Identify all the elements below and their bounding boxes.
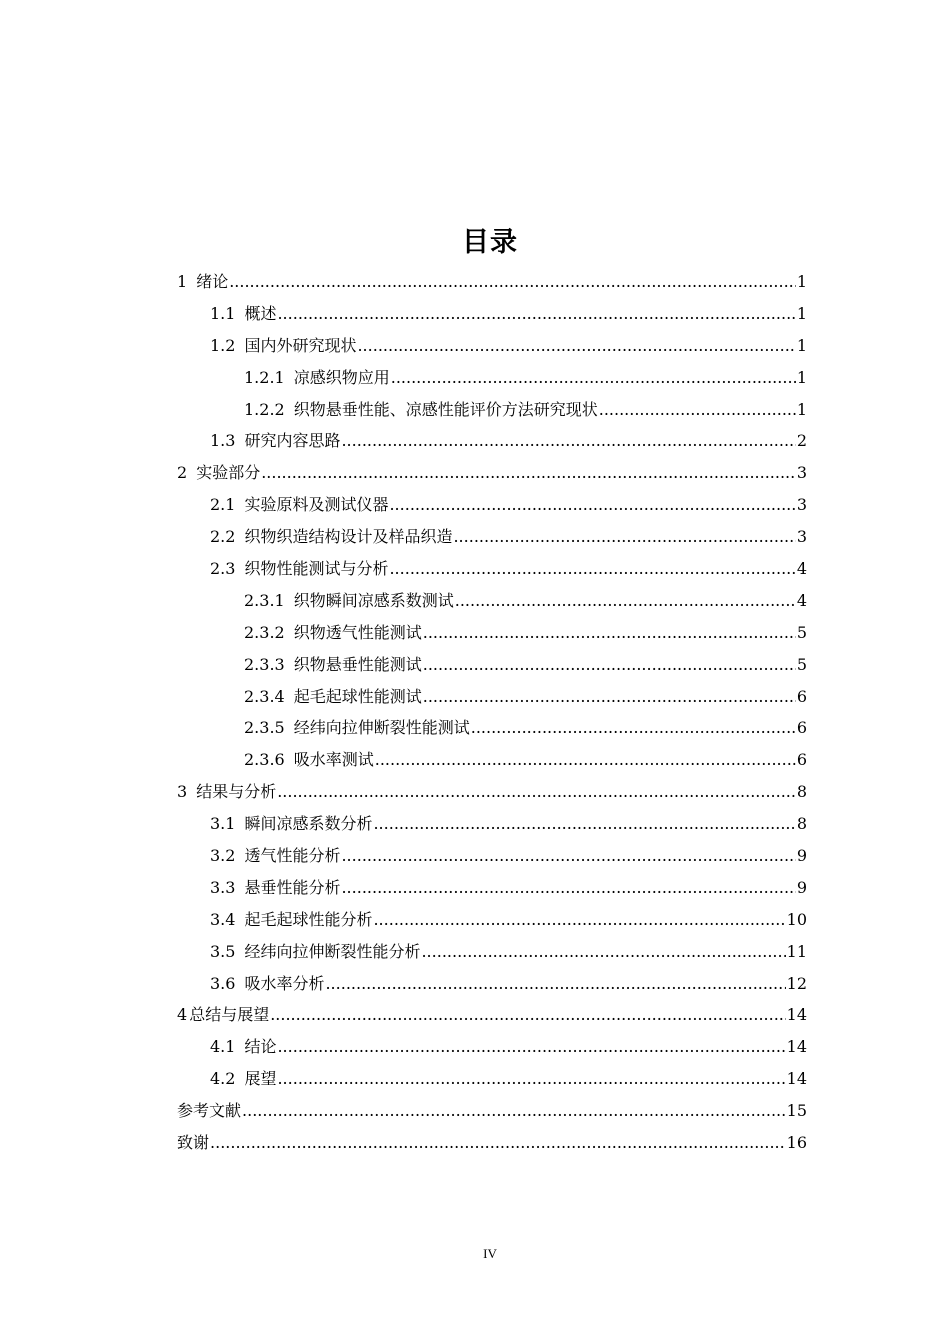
toc-entry-page: 1 [796, 271, 807, 291]
toc-dot-leader [341, 878, 795, 898]
toc-entry-number: 1.1 [210, 303, 236, 323]
toc-entry-page: 4 [796, 558, 807, 578]
toc-entry-page: 1 [796, 367, 807, 387]
toc-entry[interactable] [177, 712, 807, 744]
toc-entry[interactable] [177, 425, 807, 457]
toc-entry-page: 4 [796, 590, 807, 610]
toc-entry[interactable] [177, 872, 807, 904]
toc-entry[interactable] [177, 904, 807, 936]
toc-entry-number: 3 [177, 782, 188, 802]
toc-dot-leader [599, 400, 796, 420]
toc-entry[interactable] [177, 617, 807, 649]
toc-entry-number: 4.2 [210, 1069, 236, 1089]
toc-entry-page: 9 [796, 877, 807, 897]
toc-entry-number: 3.1 [210, 814, 236, 834]
toc-entry-title: 国内外研究现状 [244, 335, 357, 355]
toc-entry-number: 2.3.1 [244, 590, 285, 610]
toc-entry-title: 悬垂性能分析 [244, 877, 341, 897]
toc-entry-number: 3.5 [210, 941, 236, 961]
toc-entry-page: 5 [796, 654, 807, 674]
toc-entry-number: 2.3.6 [244, 750, 285, 770]
toc-entry-number: 1.2.2 [244, 399, 285, 419]
toc-entry[interactable] [177, 394, 807, 426]
toc-entry-page: 6 [796, 686, 807, 706]
toc-entry-page: 11 [786, 941, 807, 961]
toc-entry-title: 透气性能分析 [244, 845, 341, 865]
toc-entry-number: 2 [177, 463, 188, 483]
toc-dot-leader [389, 495, 795, 515]
toc-entry-page: 3 [796, 527, 807, 547]
toc-entry-page: 8 [796, 782, 807, 802]
toc-dot-leader [242, 1101, 786, 1121]
toc-entry[interactable] [177, 649, 807, 681]
toc-entry-title: 织物悬垂性能测试 [293, 654, 422, 674]
toc-dot-leader [389, 559, 795, 579]
toc-entry-page: 10 [786, 909, 807, 929]
toc-entry[interactable] [177, 330, 807, 362]
toc-dot-leader [210, 1133, 786, 1153]
toc-entry[interactable] [177, 1031, 807, 1063]
toc-entry[interactable] [177, 999, 807, 1031]
toc-entry[interactable] [177, 968, 807, 1000]
toc-entry-title: 起毛起球性能测试 [293, 686, 422, 706]
toc-dot-leader [423, 655, 796, 675]
table-of-contents [177, 266, 807, 1159]
toc-dot-leader [373, 814, 795, 834]
toc-entry-page: 15 [786, 1101, 807, 1121]
toc-dot-leader [373, 910, 785, 930]
toc-entry-page: 1 [796, 303, 807, 323]
toc-entry-number: 3.3 [210, 877, 236, 897]
toc-entry[interactable] [177, 936, 807, 968]
toc-entry[interactable] [177, 1063, 807, 1095]
toc-entry[interactable] [177, 298, 807, 330]
toc-entry-number: 3.2 [210, 845, 236, 865]
toc-entry-number: 2.3.4 [244, 686, 285, 706]
toc-dot-leader [270, 1005, 785, 1025]
toc-dot-leader [421, 942, 785, 962]
toc-entry-title: 织物透气性能测试 [293, 622, 422, 642]
toc-entry-title: 总结与展望 [189, 1005, 270, 1025]
toc-entry[interactable] [177, 776, 807, 808]
toc-entry-page: 3 [796, 463, 807, 483]
toc-entry-number: 1.2.1 [244, 367, 285, 387]
toc-dot-leader [375, 750, 796, 770]
toc-dot-leader [325, 974, 785, 994]
toc-entry-number: 2.3.5 [244, 718, 285, 738]
toc-entry-title: 致谢 [177, 1132, 210, 1152]
toc-entry[interactable] [177, 553, 807, 585]
toc-entry-title: 概述 [244, 303, 277, 323]
toc-dot-leader [455, 591, 796, 611]
toc-entry-number: 2.3.3 [244, 654, 285, 674]
toc-entry-title: 经纬向拉伸断裂性能分析 [244, 941, 421, 961]
toc-dot-leader [277, 1069, 785, 1089]
toc-entry-page: 3 [796, 495, 807, 515]
toc-dot-leader [341, 431, 795, 451]
toc-entry-number: 4.1 [210, 1037, 236, 1057]
toc-entry[interactable] [177, 362, 807, 394]
toc-dot-leader [261, 463, 796, 483]
toc-entry-page: 1 [796, 335, 807, 355]
toc-entry-title: 织物悬垂性能、凉感性能评价方法研究现状 [293, 399, 598, 419]
toc-entry[interactable] [177, 681, 807, 713]
toc-entry-number: 1.2 [210, 335, 236, 355]
toc-entry[interactable] [177, 521, 807, 553]
toc-dot-leader [453, 527, 795, 547]
toc-entry-page: 9 [796, 845, 807, 865]
toc-entry-number: 4 [177, 1005, 188, 1025]
toc-entry-number: 1 [177, 271, 188, 291]
toc-entry-page: 5 [796, 622, 807, 642]
toc-entry-title: 瞬间凉感系数分析 [244, 814, 373, 834]
toc-entry-title: 凉感织物应用 [293, 367, 390, 387]
toc-dot-leader [423, 687, 796, 707]
toc-entry-title: 织物织造结构设计及样品织造 [244, 527, 453, 547]
toc-entry-title: 吸水率分析 [244, 973, 325, 993]
toc-entry-page: 16 [786, 1132, 807, 1152]
toc-entry-title: 吸水率测试 [293, 750, 374, 770]
toc-entry-page: 12 [786, 973, 807, 993]
toc-entry-title: 研究内容思路 [244, 431, 341, 451]
page-title: 目录 [462, 227, 518, 258]
toc-entry[interactable] [177, 266, 807, 298]
toc-entry-number: 2.3 [210, 558, 236, 578]
toc-dot-leader [423, 623, 796, 643]
toc-dot-leader [391, 368, 796, 388]
toc-entry-number: 2.2 [210, 527, 236, 547]
toc-dot-leader [341, 846, 795, 866]
toc-entry-title: 实验部分 [196, 463, 261, 483]
toc-entry[interactable] [177, 1127, 807, 1159]
toc-entry[interactable] [177, 489, 807, 521]
toc-entry[interactable] [177, 808, 807, 840]
toc-entry-number: 2.1 [210, 495, 236, 515]
toc-entry-page: 6 [796, 718, 807, 738]
page-number: IV [483, 1246, 497, 1261]
toc-entry-number: 3.6 [210, 973, 236, 993]
toc-entry-title: 绪论 [196, 271, 229, 291]
toc-entry-number: 2.3.2 [244, 622, 285, 642]
toc-entry-number: 3.4 [210, 909, 236, 929]
toc-entry-title: 实验原料及测试仪器 [244, 495, 389, 515]
toc-entry-page: 1 [796, 399, 807, 419]
toc-entry-page: 8 [796, 814, 807, 834]
toc-entry-title: 展望 [244, 1069, 277, 1089]
toc-dot-leader [277, 782, 796, 802]
toc-entry-page: 14 [786, 1005, 807, 1025]
toc-entry-title: 织物瞬间凉感系数测试 [293, 590, 454, 610]
toc-entry[interactable] [177, 1095, 807, 1127]
toc-entry[interactable] [177, 744, 807, 776]
toc-dot-leader [229, 272, 796, 292]
toc-entry-title: 结论 [244, 1037, 277, 1057]
toc-entry-page: 6 [796, 750, 807, 770]
toc-dot-leader [277, 304, 795, 324]
toc-dot-leader [357, 336, 795, 356]
toc-entry-page: 2 [796, 431, 807, 451]
toc-entry-number: 1.3 [210, 431, 236, 451]
toc-entry-page: 14 [786, 1037, 807, 1057]
toc-entry[interactable] [177, 840, 807, 872]
toc-entry-page: 14 [786, 1069, 807, 1089]
toc-dot-leader [471, 718, 796, 738]
toc-entry-title: 织物性能测试与分析 [244, 558, 389, 578]
toc-entry[interactable] [177, 585, 807, 617]
toc-entry-title: 结果与分析 [196, 782, 277, 802]
toc-entry-title: 起毛起球性能分析 [244, 909, 373, 929]
toc-dot-leader [277, 1037, 785, 1057]
toc-entry-title: 参考文献 [177, 1101, 242, 1121]
toc-entry[interactable] [177, 457, 807, 489]
toc-entry-title: 经纬向拉伸断裂性能测试 [293, 718, 470, 738]
